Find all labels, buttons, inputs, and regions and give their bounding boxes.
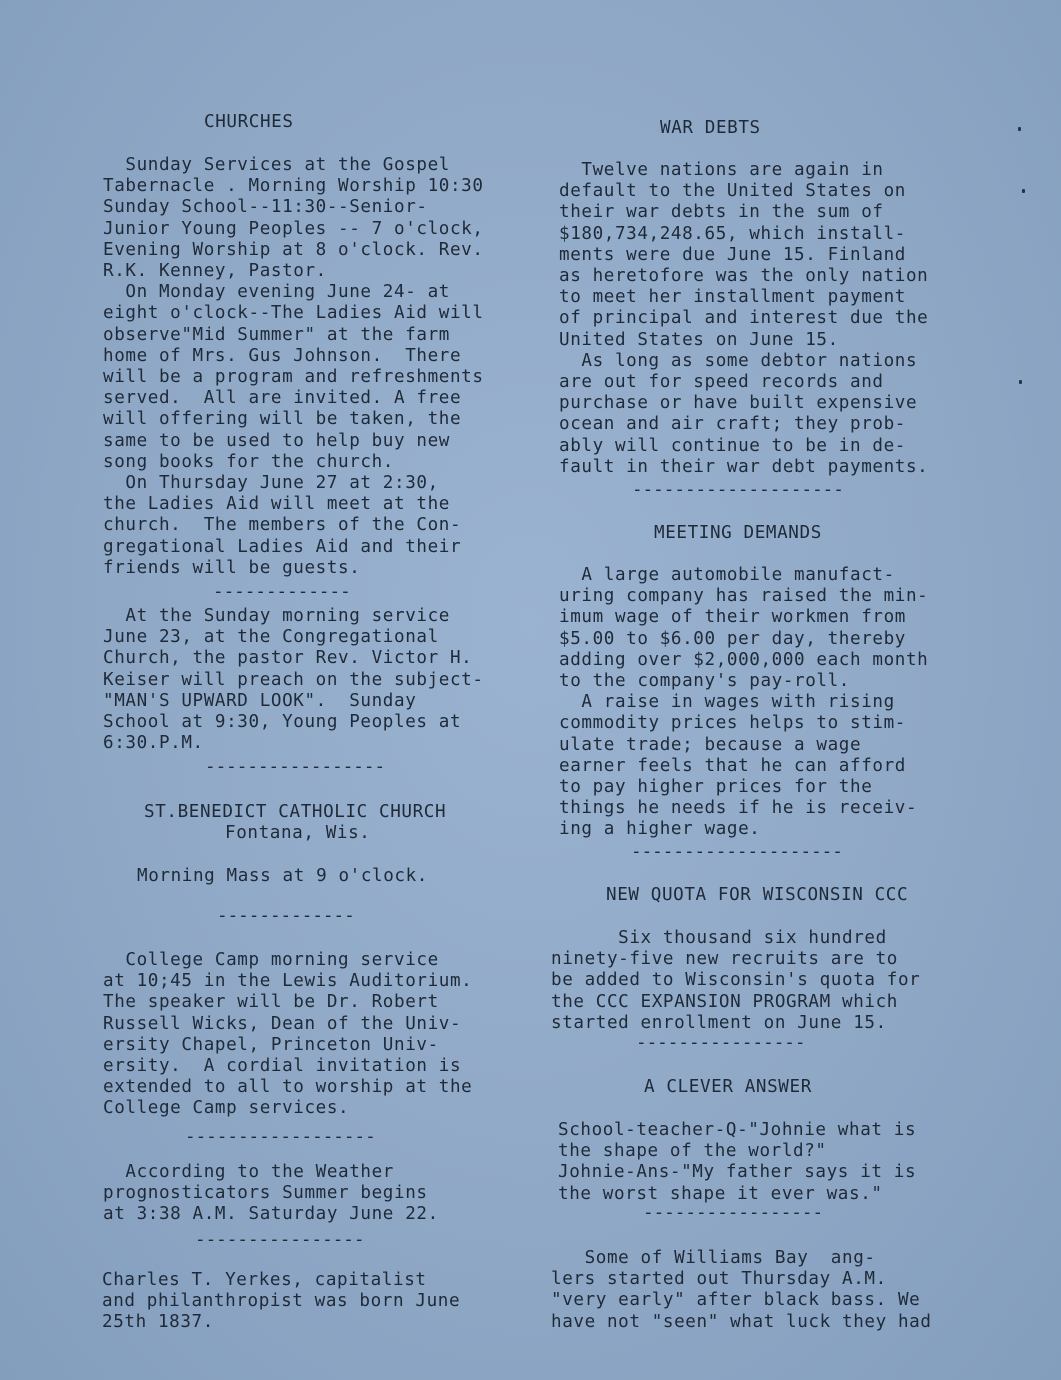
- text-line: The speaker will be Dr. Robert: [103, 992, 439, 1013]
- text-line: "MAN'S UPWARD LOOK". Sunday: [103, 690, 417, 711]
- text-line: ersity. A cordial invitation is: [103, 1056, 462, 1077]
- divider: -------------: [213, 582, 351, 602]
- text-line: ably will continue to be in de-: [559, 435, 906, 456]
- text-line: of principal and interest due the: [559, 308, 929, 329]
- text-line: 6:30.P.M.: [103, 733, 204, 754]
- text-line: church. The members of the Con-: [103, 515, 462, 536]
- ink-speck: [1018, 127, 1021, 131]
- text-line: earner feels that he can afford: [559, 755, 906, 776]
- text-line: According to the Weather: [103, 1162, 395, 1182]
- yerkes-article: [102, 1270, 460, 1334]
- text-line: United States on June 15.: [559, 329, 839, 350]
- text-line: Six thousand six hundred: [551, 928, 887, 948]
- text-line: will be a program and refreshments: [103, 367, 484, 388]
- text-line: friends will be guests.: [103, 557, 361, 578]
- text-line: will offering will be taken, the: [103, 409, 462, 430]
- text-line: served. All are invited. A free: [103, 388, 462, 409]
- text-line: On Monday evening June 24- at: [103, 282, 450, 303]
- text-line: at 3:38 A.M. Saturday June 22.: [103, 1204, 439, 1225]
- benedict-location: Fontana, Wis.: [225, 823, 371, 843]
- divider: -----------------: [205, 757, 386, 777]
- text-line: same to be used to help buy new: [103, 430, 450, 451]
- text-line: have not "seen" what luck they had: [551, 1311, 932, 1332]
- text-line: at 10;45 in the Lewis Auditorium.: [103, 971, 473, 992]
- text-line: ersity Chapel, Princeton Univ-: [103, 1034, 439, 1055]
- text-line: Sunday School--11:30--Senior-: [103, 197, 428, 218]
- text-line: College Camp services.: [103, 1098, 350, 1119]
- text-line: Tabernacle . Morning Worship 10:30: [103, 176, 484, 197]
- text-line: ocean and air craft; they prob-: [559, 414, 906, 435]
- congregational-article: [103, 606, 484, 754]
- quota-heading: NEW QUOTA FOR WISCONSIN CCC: [606, 885, 909, 905]
- text-line: College Camp morning service: [103, 950, 439, 970]
- text-line: As long as some debtor nations: [559, 350, 918, 371]
- text-line: extended to all to worship at the: [103, 1077, 473, 1098]
- text-line: June 23, at the Congregational: [103, 627, 439, 648]
- text-line: prognosticators Summer begins: [103, 1183, 428, 1204]
- text-line: $180,734,248.65, which install-: [559, 223, 906, 244]
- text-line: to meet her installment payment: [559, 287, 906, 308]
- text-line: Evening Worship at 8 o'clock. Rev.: [103, 239, 484, 260]
- text-line: On Thursday June 27 at 2:30,: [103, 473, 439, 494]
- text-line: default to the United States on: [559, 181, 906, 202]
- divider: -------------: [217, 906, 355, 926]
- text-line: "very early" after black bass. We: [551, 1290, 921, 1311]
- text-line: imum wage of their workmen from: [559, 607, 906, 628]
- meeting-demands-article: [559, 565, 928, 841]
- text-line: A raise in wages with rising: [559, 692, 895, 713]
- text-line: lers started out Thursday A.M.: [551, 1269, 887, 1290]
- text-line: their war debts in the sum of: [559, 202, 884, 223]
- text-line: purchase or have built expensive: [559, 393, 918, 414]
- text-line: eight o'clock--The Ladies Aid will: [103, 303, 484, 324]
- quota-article: [551, 928, 920, 1034]
- weather-article: [103, 1162, 439, 1226]
- text-line: School-teacher-Q-"Johnie what is: [558, 1120, 917, 1140]
- text-line: ments were due June 15. Finland: [559, 244, 906, 265]
- text-line: and philanthropist was born June: [102, 1291, 461, 1312]
- divider: ----------------: [636, 1033, 806, 1053]
- meeting-demands-heading: MEETING DEMANDS: [654, 523, 822, 543]
- text-line: commodity prices helps to stim-: [559, 713, 906, 734]
- text-line: Twelve nations are again in: [559, 160, 884, 180]
- text-line: started enrollment on June 15.: [551, 1012, 887, 1033]
- text-line: Johnie-Ans-"My father says it is: [558, 1162, 917, 1183]
- text-line: are out for speed records and: [559, 372, 884, 393]
- war-debts-article: [559, 160, 928, 478]
- divider: ------------------: [185, 1127, 376, 1147]
- divider: --------------------: [631, 842, 843, 862]
- text-line: $5.00 to $6.00 per day, thereby: [559, 628, 906, 649]
- text-line: gregational Ladies Aid and their: [103, 536, 462, 557]
- text-line: ulate trade; because a wage: [559, 734, 862, 755]
- text-line: Charles T. Yerkes, capitalist: [102, 1270, 427, 1290]
- text-line: song books for the church.: [103, 451, 395, 472]
- text-line: School at 9:30, Young Peoples at: [103, 712, 462, 733]
- text-line: be added to Wisconsin's quota for: [551, 970, 921, 991]
- clever-answer-heading: A CLEVER ANSWER: [644, 1077, 812, 1097]
- text-line: the shape of the world?": [558, 1141, 827, 1162]
- clever-answer-article: [558, 1120, 916, 1205]
- college-camp-article: [103, 950, 472, 1120]
- ink-speck: [1022, 189, 1025, 193]
- text-line: things he needs if he is receiv-: [559, 798, 918, 819]
- benedict-mass-time: Morning Mass at 9 o'clock.: [137, 866, 429, 886]
- text-line: home of Mrs. Gus Johnson. There: [103, 345, 462, 366]
- text-line: the worst shape it ever was.": [558, 1183, 883, 1204]
- text-line: observe"Mid Summer" at the farm: [103, 324, 450, 345]
- text-line: At the Sunday morning service: [103, 606, 450, 626]
- divider: -----------------: [643, 1203, 824, 1223]
- text-line: ing a higher wage.: [559, 819, 761, 840]
- divider: ----------------: [195, 1230, 365, 1250]
- text-line: adding over $2,000,000 each month: [559, 649, 929, 670]
- churches-article: [103, 155, 484, 579]
- text-line: Some of Williams Bay ang-: [551, 1248, 876, 1268]
- text-line: as heretofore was the only nation: [559, 266, 929, 287]
- text-line: to pay higher prices for the: [559, 777, 873, 798]
- text-line: Keiser will preach on the subject-: [103, 669, 484, 690]
- text-line: to the company's pay-roll.: [559, 671, 851, 692]
- text-line: ninety-five new recruits are to: [551, 949, 898, 970]
- text-line: A large automobile manufact-: [559, 565, 895, 585]
- text-line: R.K. Kenney, Pastor.: [103, 261, 327, 282]
- text-line: Sunday Services at the Gospel: [103, 155, 450, 175]
- ink-speck: [1019, 380, 1022, 384]
- text-line: fault in their war debt payments.: [559, 456, 929, 477]
- text-line: Church, the pastor Rev. Victor H.: [103, 648, 473, 669]
- text-line: 25th 1837.: [102, 1312, 214, 1333]
- text-line: Junior Young Peoples -- 7 o'clock,: [103, 218, 484, 239]
- anglers-article: [551, 1248, 932, 1333]
- war-debts-heading: WAR DEBTS: [660, 118, 761, 138]
- text-line: the Ladies Aid will meet at the: [103, 494, 450, 515]
- text-line: the CCC EXPANSION PROGRAM which: [551, 991, 898, 1012]
- benedict-heading: ST.BENEDICT CATHOLIC CHURCH: [144, 802, 447, 822]
- text-line: uring company has raised the min-: [559, 586, 929, 607]
- divider: --------------------: [632, 480, 844, 500]
- churches-heading: CHURCHES: [204, 112, 294, 132]
- text-line: Russell Wicks, Dean of the Univ-: [103, 1013, 462, 1034]
